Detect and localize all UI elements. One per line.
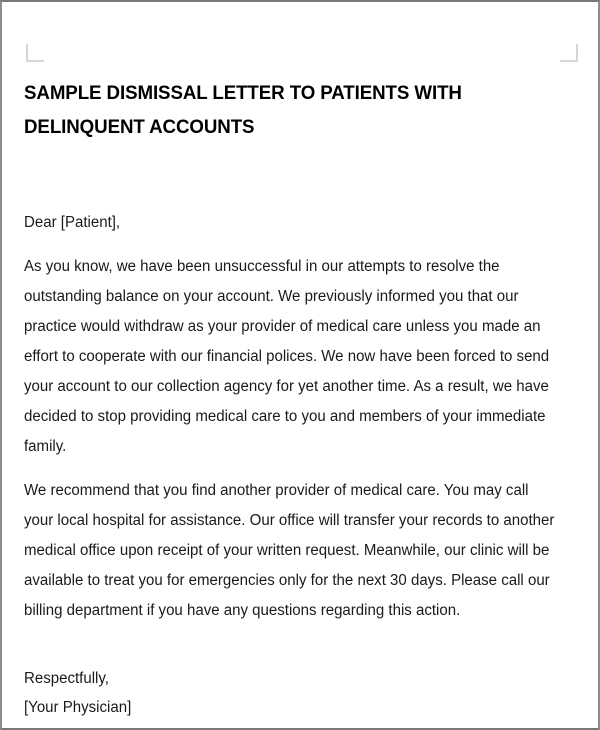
spacer — [24, 462, 578, 476]
letter-paragraph-1: As you know, we have been unsuccessful in our attempts to resolve the outstanding balance on your account. We previously informed you that our practice would withdraw as your provider of medical care unless you made an effort to cooperate with our financial polices. We now have been forced to send your account to our collection agency for yet another time. As a result, we have decided to stop providing medical care to you and members of your immediate family. — [24, 258, 550, 455]
page-title: SAMPLE DISMISSAL LETTER TO PATIENTS WITH DELINQUENT ACCOUNTS — [24, 82, 462, 138]
crop-mark-icon-top-right — [560, 44, 578, 62]
letter-valediction: Respectfully, — [24, 670, 109, 687]
letter-body — [24, 76, 578, 722]
letter-salutation: Dear [Patient], — [24, 214, 121, 231]
spacer — [24, 238, 578, 252]
spacer — [24, 144, 578, 208]
letter-paragraph-2: We recommend that you find another provider of medical care. You may call your local hospital for assistance. Our office will transfer your records to another medical office upon receipt of your written request. Meanwhile, our clinic will be available to treat you for emergencies only for the next 30 days. Please call our billing department if you have any questions regarding this action. — [24, 482, 555, 619]
crop-mark-icon-top-left — [26, 44, 44, 62]
spacer — [24, 626, 578, 664]
letter-signature: [Your Physician] — [24, 699, 132, 716]
